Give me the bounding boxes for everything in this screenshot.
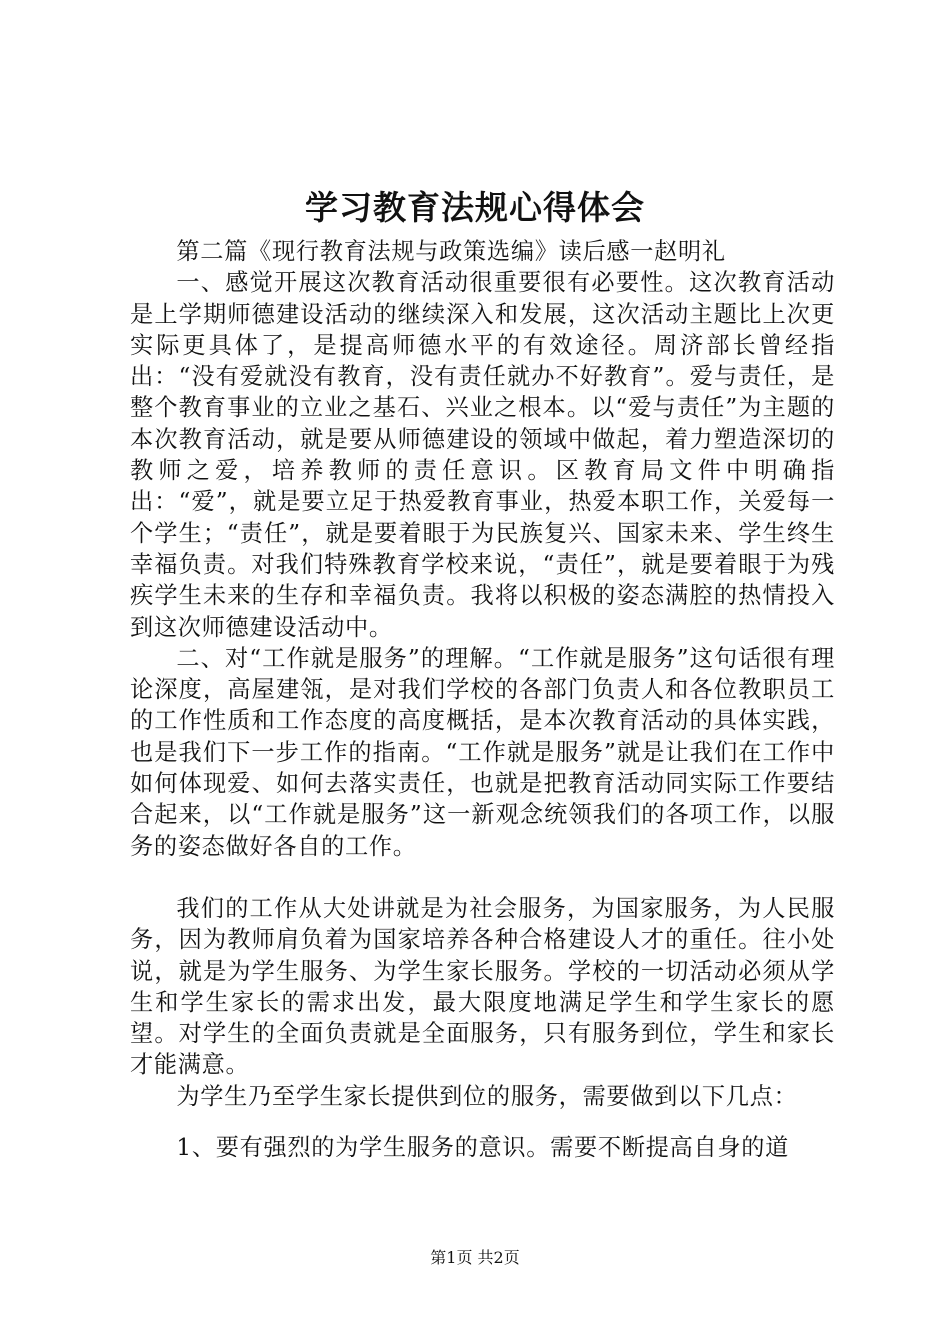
paragraph-points-intro: 为学生乃至学生家长提供到位的服务，需要做到以下几点： [176,1082,798,1110]
paragraph-point-one: 1、要有强烈的为学生服务的意识。需要不断提高自身的道 [176,1134,790,1162]
paragraph-section-two: 二、对“工作就是服务”的理解。“工作就是服务”这句话很有理论深度，高屋建瓴，是对我们学校的各部门负责人和各位教职员工的工作性质和工作态度的高度概括，是本次教育活动的具体实践，也是我们下一步工作的指南。“工作就是服务”就是让我们在工作中如何体现爱、如何去落实责任，也就是把教育活动同实际工作要结合起来，以“工作就是服务”这一新观念统领我们的各项工作，以服务的姿态做好各自的工作。 [130,644,835,860]
paragraph-subtitle: 第二篇《现行教育法规与政策选编》读后感一赵明礼 [176,238,726,265]
paragraph-service: 我们的工作从大处讲就是为社会服务，为国家服务，为人民服务，因为教师肩负着为国家培养各种合格建设人才的重任。往小处说，就是为学生服务、为学生家长服务。学校的一切活动必须从学生和学生家长的需求出发，最大限度地满足学生和学生家长的愿望。对学生的全面负责就是全面服务，只有服务到位，学生和家长才能满意。 [130,894,835,1079]
document-title: 学习教育法规心得体会 [305,188,645,227]
paragraph-spacer [130,1112,835,1132]
paragraph-spacer [130,862,835,893]
document-body [130,236,835,1163]
paragraph-section-one: 一、感觉开展这次教育活动很重要很有必要性。这次教育活动是上学期师德建设活动的继续深入和发展，这次活动主题比上次更实际更具体了，是提高师德水平的有效途径。周济部长曾经指出：“没有爱就没有教育，没有责任就办不好教育”。爱与责任，是整个教育事业的立业之基石、兴业之根本。以“爱与责任”为主题的本次教育活动，就是要从师德建设的领域中做起，着力塑造深切的教师之爱，培养教师的责任意识。区教育局文件中明确指出：“爱”，就是要立足于热爱教育事业，热爱本职工作，关爱每一个学生；“责任”，就是要着眼于为民族复兴、国家未来、学生终生幸福负责。对我们特殊教育学校来说，“责任”，就是要着眼于为残疾学生未来的生存和幸福负责。我将以积极的姿态满腔的热情投入到这次师德建设活动中。 [130,269,835,641]
page-number-footer: 第1页 共2页 [430,1248,520,1267]
